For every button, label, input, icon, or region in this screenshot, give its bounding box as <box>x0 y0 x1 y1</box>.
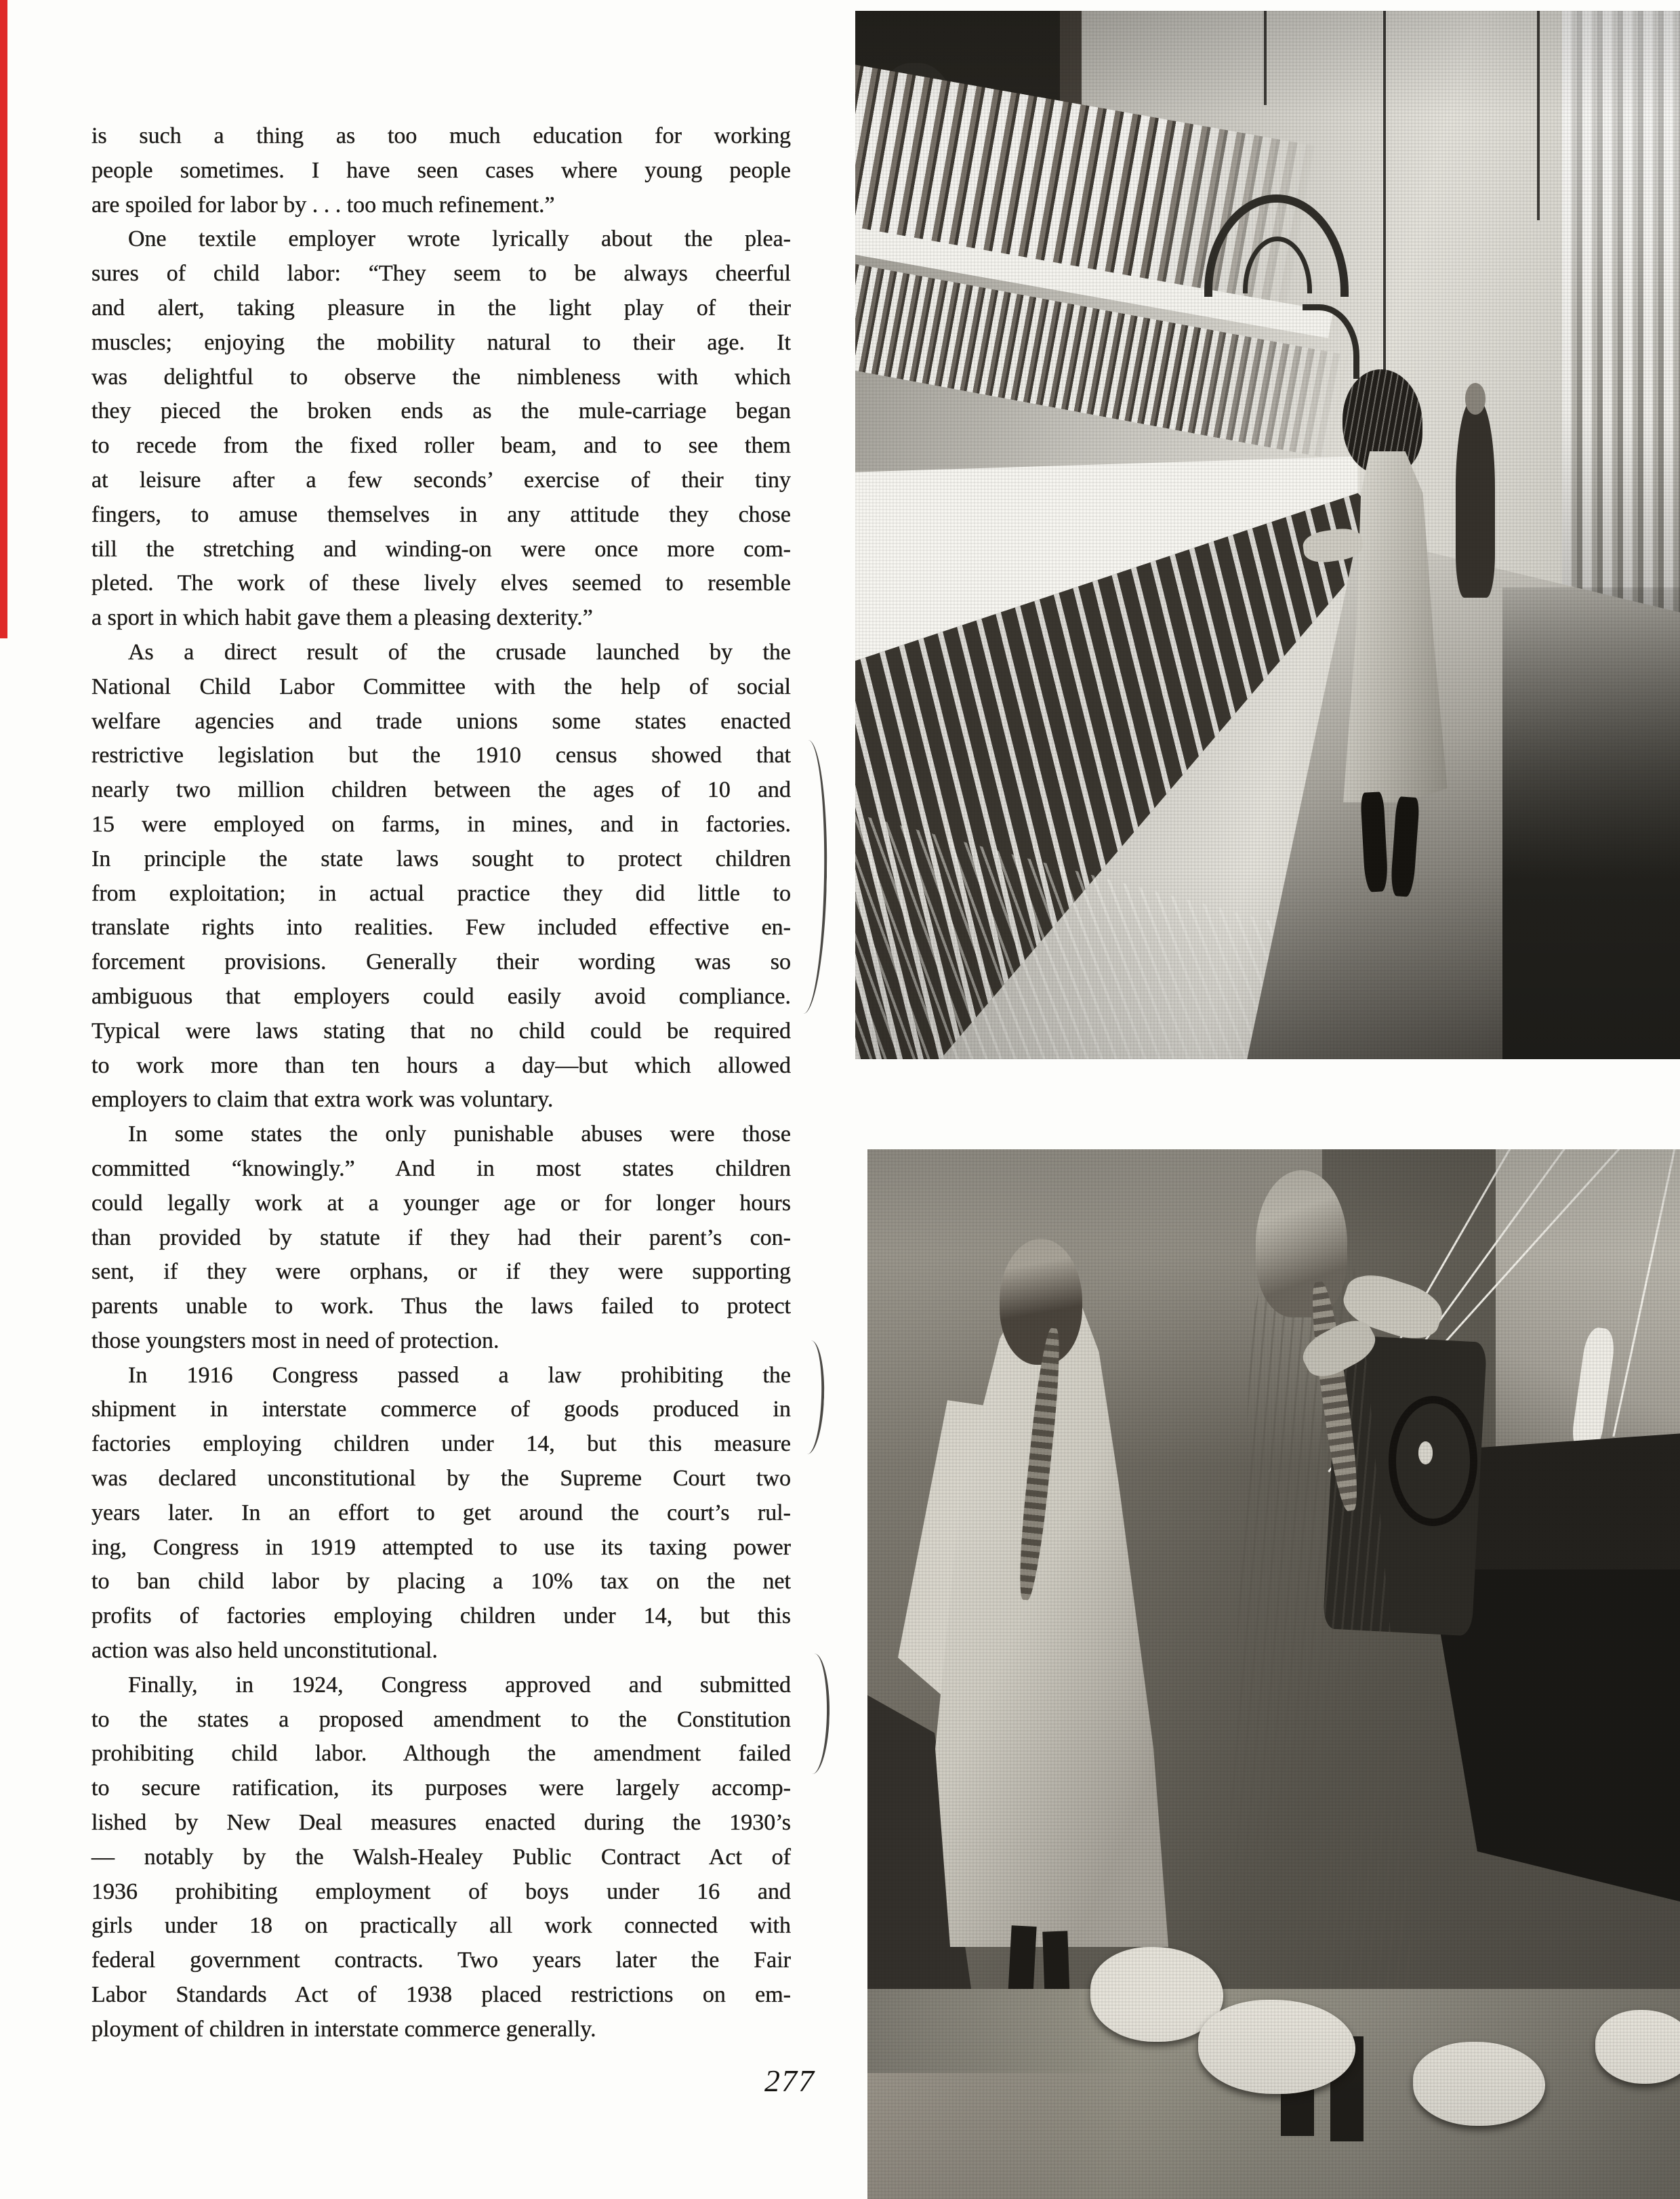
text-line: to work more than ten hours a day—but which allowed <box>91 1052 791 1078</box>
text-line: profits of factories employing children under 14, but this <box>91 1603 791 1629</box>
text-line: ployment of children in interstate commerce generally. <box>91 2016 596 2042</box>
text-line: In principle the state laws sought to protect children <box>91 846 791 871</box>
text-line: to recede from the fixed roller beam, and to see them <box>91 433 791 459</box>
text-line: and alert, taking pleasure in the light play of their <box>91 295 791 321</box>
text-line: 1936 prohibiting employment of boys under 16 and <box>91 1878 791 1904</box>
text-line: In some states the only punishable abuses were those <box>128 1122 791 1147</box>
photo-vignette <box>855 11 1680 1059</box>
margin-annotation-arc-2 <box>792 1340 826 1454</box>
text-line: years later. In an effort to get around the court’s rul- <box>91 1500 791 1525</box>
text-line: Finally, in 1924, Congress approved and submitted <box>128 1672 791 1698</box>
text-line: In 1916 Congress passed a law prohibiting the <box>128 1362 791 1388</box>
text-line: As a direct result of the crusade launched by the <box>128 639 791 665</box>
text-line: shipment in interstate commerce of goods produced in <box>91 1397 791 1422</box>
text-line: nearly two million children between the ages of 10 and <box>91 777 791 803</box>
text-line: restrictive legislation but the 1910 census showed that <box>91 743 791 768</box>
text-line: parents unable to work. Thus the laws failed to protect <box>91 1294 791 1319</box>
text-line: those youngsters most in need of protection. <box>91 1328 499 1353</box>
text-line: to the states a proposed amendment to the Constitution <box>91 1706 791 1732</box>
text-line: sent, if they were orphans, or if they were supporting <box>91 1259 791 1285</box>
text-line: than provided by statute if they had their parent’s con- <box>91 1225 791 1250</box>
text-line: a sport in which habit gave them a pleasing dexterity.” <box>91 605 593 631</box>
text-line: Typical were laws stating that no child could be required <box>91 1018 791 1044</box>
text-line: welfare agencies and trade unions some states enacted <box>91 708 791 734</box>
text-line: factories employing children under 14, but this measure <box>91 1431 791 1457</box>
text-line: people sometimes. I have seen cases where young people <box>91 157 791 183</box>
page-number: 277 <box>764 2063 815 2098</box>
text-line: Labor Standards Act of 1938 placed restrictions on em- <box>91 1982 791 2008</box>
text-line: employers to claim that extra work was voluntary. <box>91 1087 554 1113</box>
text-line: they pieced the broken ends as the mule-carriage began <box>91 398 791 424</box>
text-line: was declared unconstitutional by the Supreme Court two <box>91 1466 791 1492</box>
text-line: from exploitation; in actual practice they did little to <box>91 880 791 906</box>
text-line: girls under 18 on practically all work connected with <box>91 1913 791 1939</box>
text-line: — notably by the Walsh-Healey Public Contract Act of <box>91 1844 791 1870</box>
margin-annotation-arc-3 <box>796 1653 830 1775</box>
text-line: fingers, to amuse themselves in any attitude they chose <box>91 501 791 527</box>
photo-two-girl-spinners <box>867 1149 1680 2199</box>
text-line: at leisure after a few seconds’ exercise of their tiny <box>91 467 791 493</box>
text-line: lished by New Deal measures enacted during the 1930’s <box>91 1810 791 1836</box>
text-column <box>91 119 791 2047</box>
text-line: ing, Congress in 1919 attempted to use its taxing power <box>91 1534 791 1560</box>
text-line: to ban child labor by placing a 10% tax on the net <box>91 1569 791 1595</box>
photo-vignette <box>867 1149 1680 2199</box>
text-line: pleted. The work of these lively elves seemed to resemble <box>91 571 791 596</box>
text-line: are spoiled for labor by . . . too much refinement.” <box>91 192 555 218</box>
text-line: muscles; enjoying the mobility natural to their age. It <box>91 329 791 355</box>
text-line: till the stretching and winding-on were once more com- <box>91 536 791 562</box>
text-line: action was also held unconstitutional. <box>91 1638 438 1664</box>
text-line: is such a thing as too much education for working <box>91 123 791 148</box>
text-line: could legally work at a younger age or for longer hours <box>91 1190 791 1216</box>
text-line: sures of child labor: “They seem to be always cheerful <box>91 261 791 287</box>
text-line: federal government contracts. Two years later the Fair <box>91 1948 791 1973</box>
text-line: translate rights into realities. Few included effective en- <box>91 915 791 941</box>
text-line: forcement provisions. Generally their wording was so <box>91 949 791 975</box>
text-line: National Child Labor Committee with the help of social <box>91 674 791 699</box>
text-line: prohibiting child labor. Although the amendment failed <box>91 1741 791 1767</box>
text-line: One textile employer wrote lyrically about the plea- <box>128 226 791 252</box>
text-line: was delightful to observe the nimbleness with which <box>91 364 791 390</box>
photo-girl-spinner <box>855 11 1680 1059</box>
text-line: 15 were employed on farms, in mines, and in factories. <box>91 811 791 837</box>
text-line: ambiguous that employers could easily avoid compliance. <box>91 983 791 1009</box>
scan-edge-red-mark <box>0 0 7 638</box>
text-line: to secure ratification, its purposes were largely accomp- <box>91 1775 791 1801</box>
text-line: committed “knowingly.” And in most states children <box>91 1155 791 1181</box>
